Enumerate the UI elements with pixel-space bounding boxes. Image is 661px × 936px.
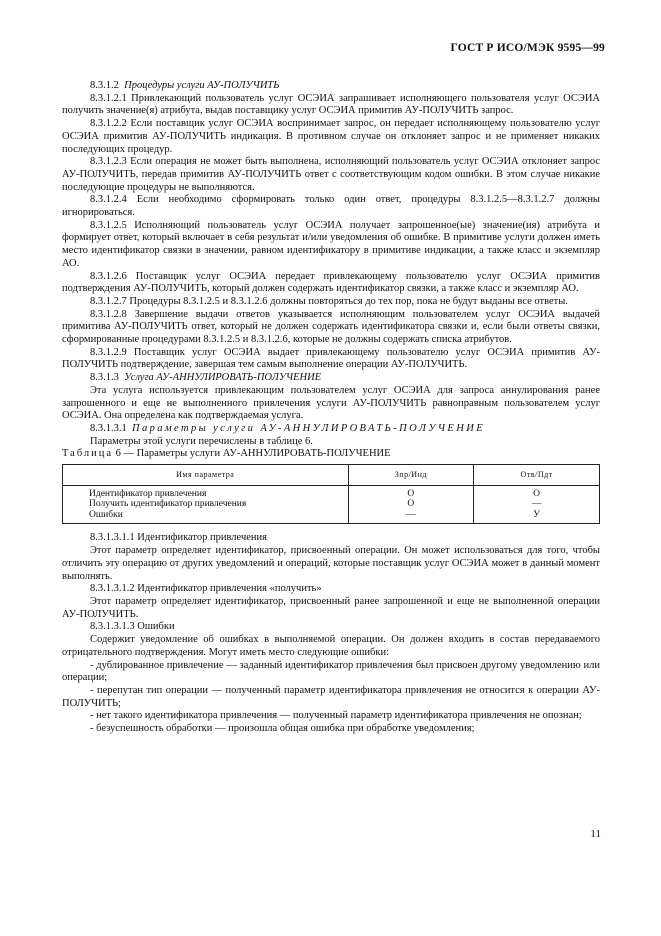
list-item: - перепутан тип операции — полученный параметр идентификатора привлечения не относится к операции АУ-ПОЛУЧИТЬ; — [62, 684, 600, 709]
table-row — [63, 510, 600, 524]
section-heading-8-3-1-3 — [62, 372, 600, 385]
paragraph: Эта услуга используется привлекающим пользователем услуг ОСЭИА для запроса аннулирования ранее запрошенного и еще не выполненного привлечения услуги АУ-ПОЛУЧИТЬ равноправным пользователем услуг ОСЭИА. Она определена как подтверждаемая услуга. — [62, 384, 600, 422]
table-cell: О — [474, 485, 600, 499]
paragraph: 8.3.1.2.1 Привлекающий пользователь услуг ОСЭИА запрашивает исполняющего пользователя услуг ОСЭИА получить значение(я) атрибута, выдав поставщику услуг ОСЭИА примитив АУ-ПОЛУЧИТЬ запрос. — [62, 92, 600, 117]
section-number: 8.3.1.3 — [90, 372, 119, 384]
section-number: 8.3.1.3.1 — [90, 422, 127, 434]
paragraph: Содержит уведомление об ошибках в выполняемой операции. Он должен входить в состав передаваемого отрицательного подтверждения. Могут иметь место следующие ошибки: — [62, 634, 600, 658]
table-cell: Получить идентификатор привлечения — [63, 499, 349, 510]
table-row — [63, 499, 600, 510]
paragraph: 8.3.1.2.2 Если поставщик услуг ОСЭИА воспринимает запрос, он передает исполняющему пользователю услуг ОСЭИА примитив АУ-ПОЛУЧИТЬ индикация. В противном случае он отклоняет запрос и не применяет никаких последующих процедур. — [62, 118, 600, 155]
page-header-title: ГОСТ Р ИСО/МЭК 9595—99 — [450, 42, 605, 54]
table-cell: О — [348, 485, 474, 499]
table-header-row — [63, 465, 600, 486]
column-header: Отв/Пдт — [474, 465, 600, 486]
section-title: Процедуры услуги АУ-ПОЛУЧИТЬ — [124, 80, 280, 91]
list-item: - безуспешность обработки — произошла общая ошибка при обработке уведомления; — [90, 723, 475, 735]
subsection-heading: 8.3.1.3.1.1 Идентификатор привлечения — [90, 532, 267, 544]
table-caption — [62, 448, 600, 461]
list-item: - нет такого идентификатора привлечения — полученный параметр идентификатора привлечения не опознан; — [90, 710, 582, 722]
table-cell: О — [348, 499, 474, 510]
paragraph: Этот параметр определяет идентификатор, присвоенный ранее запрошенной и еще не выполненной операции АУ-ПОЛУЧИТЬ. — [62, 595, 600, 620]
column-header: Зпр/Инд — [348, 465, 474, 486]
paragraph: 8.3.1.2.5 Исполняющий пользователь услуг ОСЭИА получает запрошенное(ые) значение(ия) атрибута и формирует ответ, который включает в себя результат и/или уведомления об ошибке. В примитиве услуги должен иметь место идентификатор связки в значении, равном идентификатору в примитиве индикации, а также класс и экземпляр АО. — [62, 219, 600, 269]
subsection-heading: 8.3.1.3.1.3 Ошибки — [90, 621, 175, 633]
table-cell: Ошибки — [63, 510, 349, 524]
paragraph: 8.3.1.2.9 Поставщик услуг ОСЭИА выдает привлекающему пользователю услуг ОСЭИА примитив АУ-ПОЛУЧИТЬ подтверждение, завершая тем самым выполнение операции АУ-ПОЛУЧИТЬ. — [62, 346, 600, 371]
section-number: 8.3.1.2 — [90, 80, 119, 91]
paragraph: 8.3.1.2.3 Если операция не может быть выполнена, исполняющий пользователь услуг ОСЭИА отклоняет запрос АУ-ПОЛУЧИТЬ, передав примитив АУ-ПОЛУЧИТЬ ответ с соответствующим кодом ошибки. В этом случае никакие последующие процедуры не выполняются. — [62, 156, 600, 193]
paragraph: 8.3.1.2.4 Если необходимо сформировать только один ответ, процедуры 8.3.1.2.5—8.3.1.2.7 должны игнорироваться. — [62, 194, 600, 219]
section-title: Параметры услуги АУ-АННУЛИРОВАТЬ-ПОЛУЧЕНИЕ — [132, 422, 486, 434]
paragraph: 8.3.1.2.7 Процедуры 8.3.1.2.5 и 8.3.1.2.6 должны повторяться до тех пор, пока не будут выданы все ответы. — [90, 295, 568, 307]
list-item: - дублированное привлечение — заданный идентификатор привлечения был присвоен другому уведомлению или операции; — [62, 659, 600, 684]
table-cell: Идентификатор привлечения — [63, 485, 349, 499]
parameters-table — [62, 464, 600, 524]
table-cell: — — [348, 510, 474, 524]
section-heading-8-3-1-2 — [62, 80, 600, 93]
column-header: Имя параметра — [63, 465, 349, 486]
document-body — [62, 80, 600, 736]
table-row — [63, 485, 600, 499]
page-number: 11 — [590, 828, 601, 840]
table-caption-text: 6 — Параметры услуги АУ-АННУЛИРОВАТЬ-ПОЛУЧЕНИЕ — [115, 448, 391, 460]
table-caption-word: Таблица — [62, 448, 114, 460]
subsection-heading: 8.3.1.3.1.2 Идентификатор привлечения «получить» — [90, 583, 322, 595]
section-title: Услуга АУ-АННУЛИРОВАТЬ-ПОЛУЧЕНИЕ — [124, 372, 322, 384]
paragraph: 8.3.1.2.6 Поставщик услуг ОСЭИА передает привлекающему пользователю услуг ОСЭИА примитив подтверждения АУ-ПОЛУЧИТЬ, который должен содержать идентификатор связки, а также класс и экземпляр АО. — [62, 270, 600, 295]
table-cell: У — [474, 510, 600, 524]
paragraph: 8.3.1.2.8 Завершение выдачи ответов указывается исполняющим пользователем услуг ОСЭИА выдачей примитива АУ-ПОЛУЧИТЬ ответ, который не должен содержать идентификатора связки и, если были ответы связки, сформированные процедурами 8.3.1.2.5 и 8.3.1.2.6, которые не должны содержать списка атрибутов. — [62, 308, 600, 346]
paragraph: Параметры этой услуги перечислены в таблице 6. — [90, 435, 313, 447]
paragraph: Этот параметр определяет идентификатор, присвоенный операции. Он может использоваться для того, чтобы отличить эту операцию от других уведомлений и операций, которые поставщик услуг ОСЭИА может в данный момент выполнять. — [62, 545, 600, 582]
section-heading-8-3-1-3-1 — [62, 423, 600, 436]
table-cell: — — [474, 499, 600, 510]
